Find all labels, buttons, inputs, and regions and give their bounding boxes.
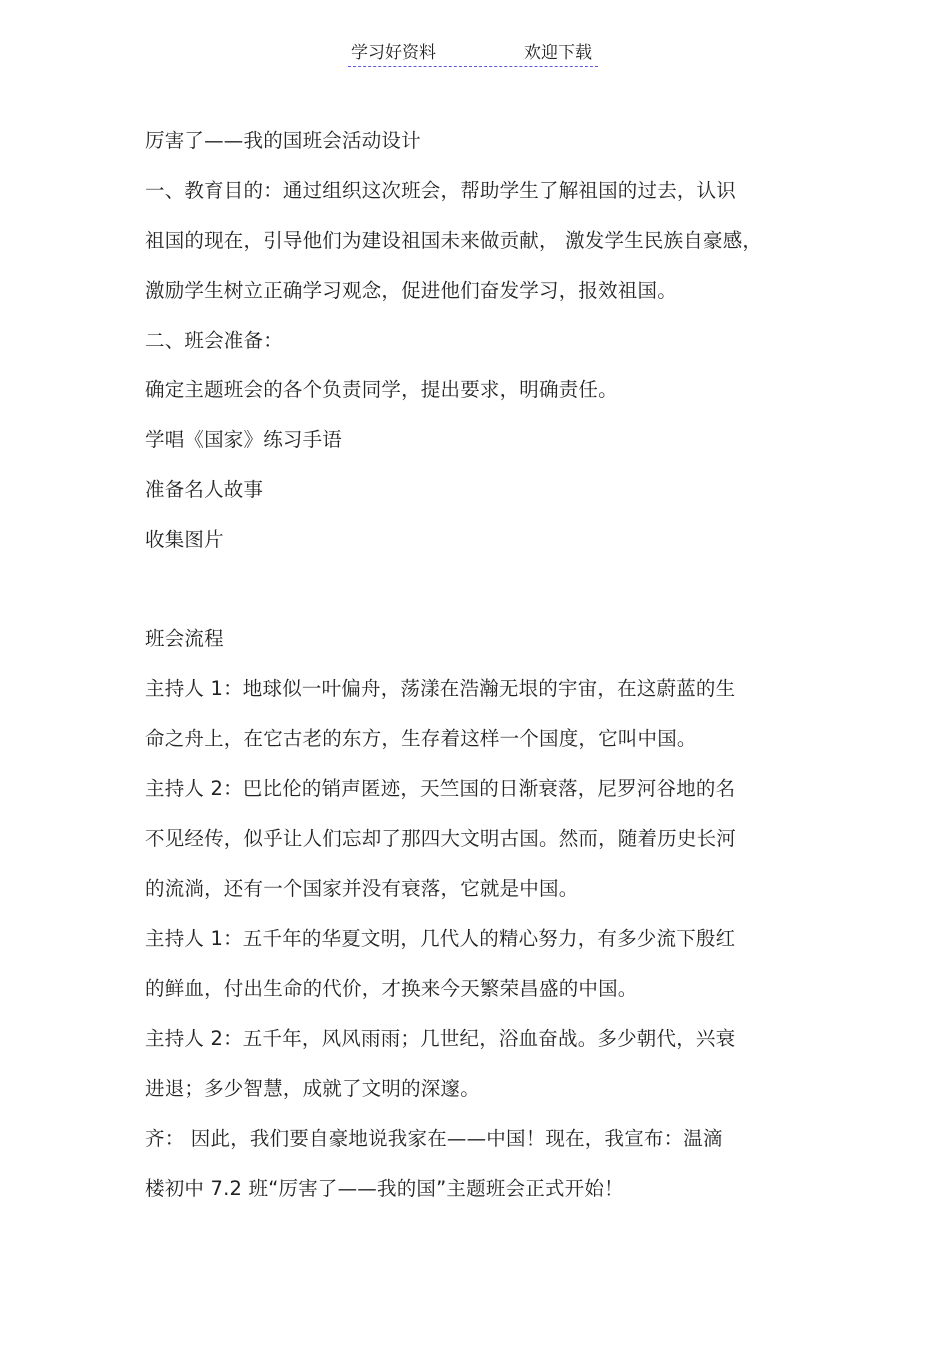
section-heading: 班会流程 <box>145 627 224 650</box>
paragraph-line: 激励学生树立正确学习观念，促进他们奋发学习，报效祖国。 <box>145 279 677 302</box>
section-heading: 二、班会准备： <box>145 329 283 352</box>
paragraph-line: 祖国的现在，引导他们为建设祖国未来做贡献， 激发学生民族自豪感， <box>145 229 763 252</box>
header-right-text: 欢迎下载 <box>524 43 592 63</box>
paragraph-line: 收集图片 <box>145 528 224 551</box>
paragraph-line: 不见经传，似乎让人们忘却了那四大文明古国。然而，随着历史长河 <box>145 827 737 850</box>
paragraph-line: 一、教育目的：通过组织这次班会，帮助学生了解祖国的过去，认识 <box>145 179 737 202</box>
paragraph-line: 命之舟上，在它古老的东方，生存着这样一个国度，它叫中国。 <box>145 727 697 750</box>
paragraph-line: 齐： 因此，我们要自豪地说我家在——中国！现在，我宣布：温滴 <box>145 1127 723 1150</box>
paragraph-line: 准备名人故事 <box>145 478 264 501</box>
document-title: 厉害了——我的国班会活动设计 <box>145 129 421 152</box>
paragraph-line: 主持人 2：巴比伦的销声匿迹，天竺国的日渐衰落，尼罗河谷地的名 <box>145 777 736 800</box>
header-left-text: 学习好资料 <box>351 43 436 63</box>
paragraph-line: 的流淌，还有一个国家并没有衰落，它就是中国。 <box>145 877 579 900</box>
paragraph-line: 确定主题班会的各个负责同学，提出要求，明确责任。 <box>145 378 618 401</box>
paragraph-line: 主持人 1：五千年的华夏文明，几代人的精心努力，有多少流下殷红 <box>145 927 736 950</box>
page-header <box>348 40 598 67</box>
paragraph-line: 楼初中 7.2 班“厉害了——我的国”主题班会正式开始！ <box>145 1177 624 1200</box>
paragraph-line: 的鲜血，付出生命的代价，才换来今天繁荣昌盛的中国。 <box>145 977 638 1000</box>
paragraph-line: 进退；多少智慧，成就了文明的深邃。 <box>145 1077 480 1100</box>
paragraph-line: 学唱《国家》练习手语 <box>145 428 343 451</box>
paragraph-line: 主持人 1：地球似一叶偏舟，荡漾在浩瀚无垠的宇宙，在这蔚蓝的生 <box>145 677 736 700</box>
paragraph-line: 主持人 2：五千年，风风雨雨；几世纪，浴血奋战。多少朝代，兴衰 <box>145 1027 736 1050</box>
